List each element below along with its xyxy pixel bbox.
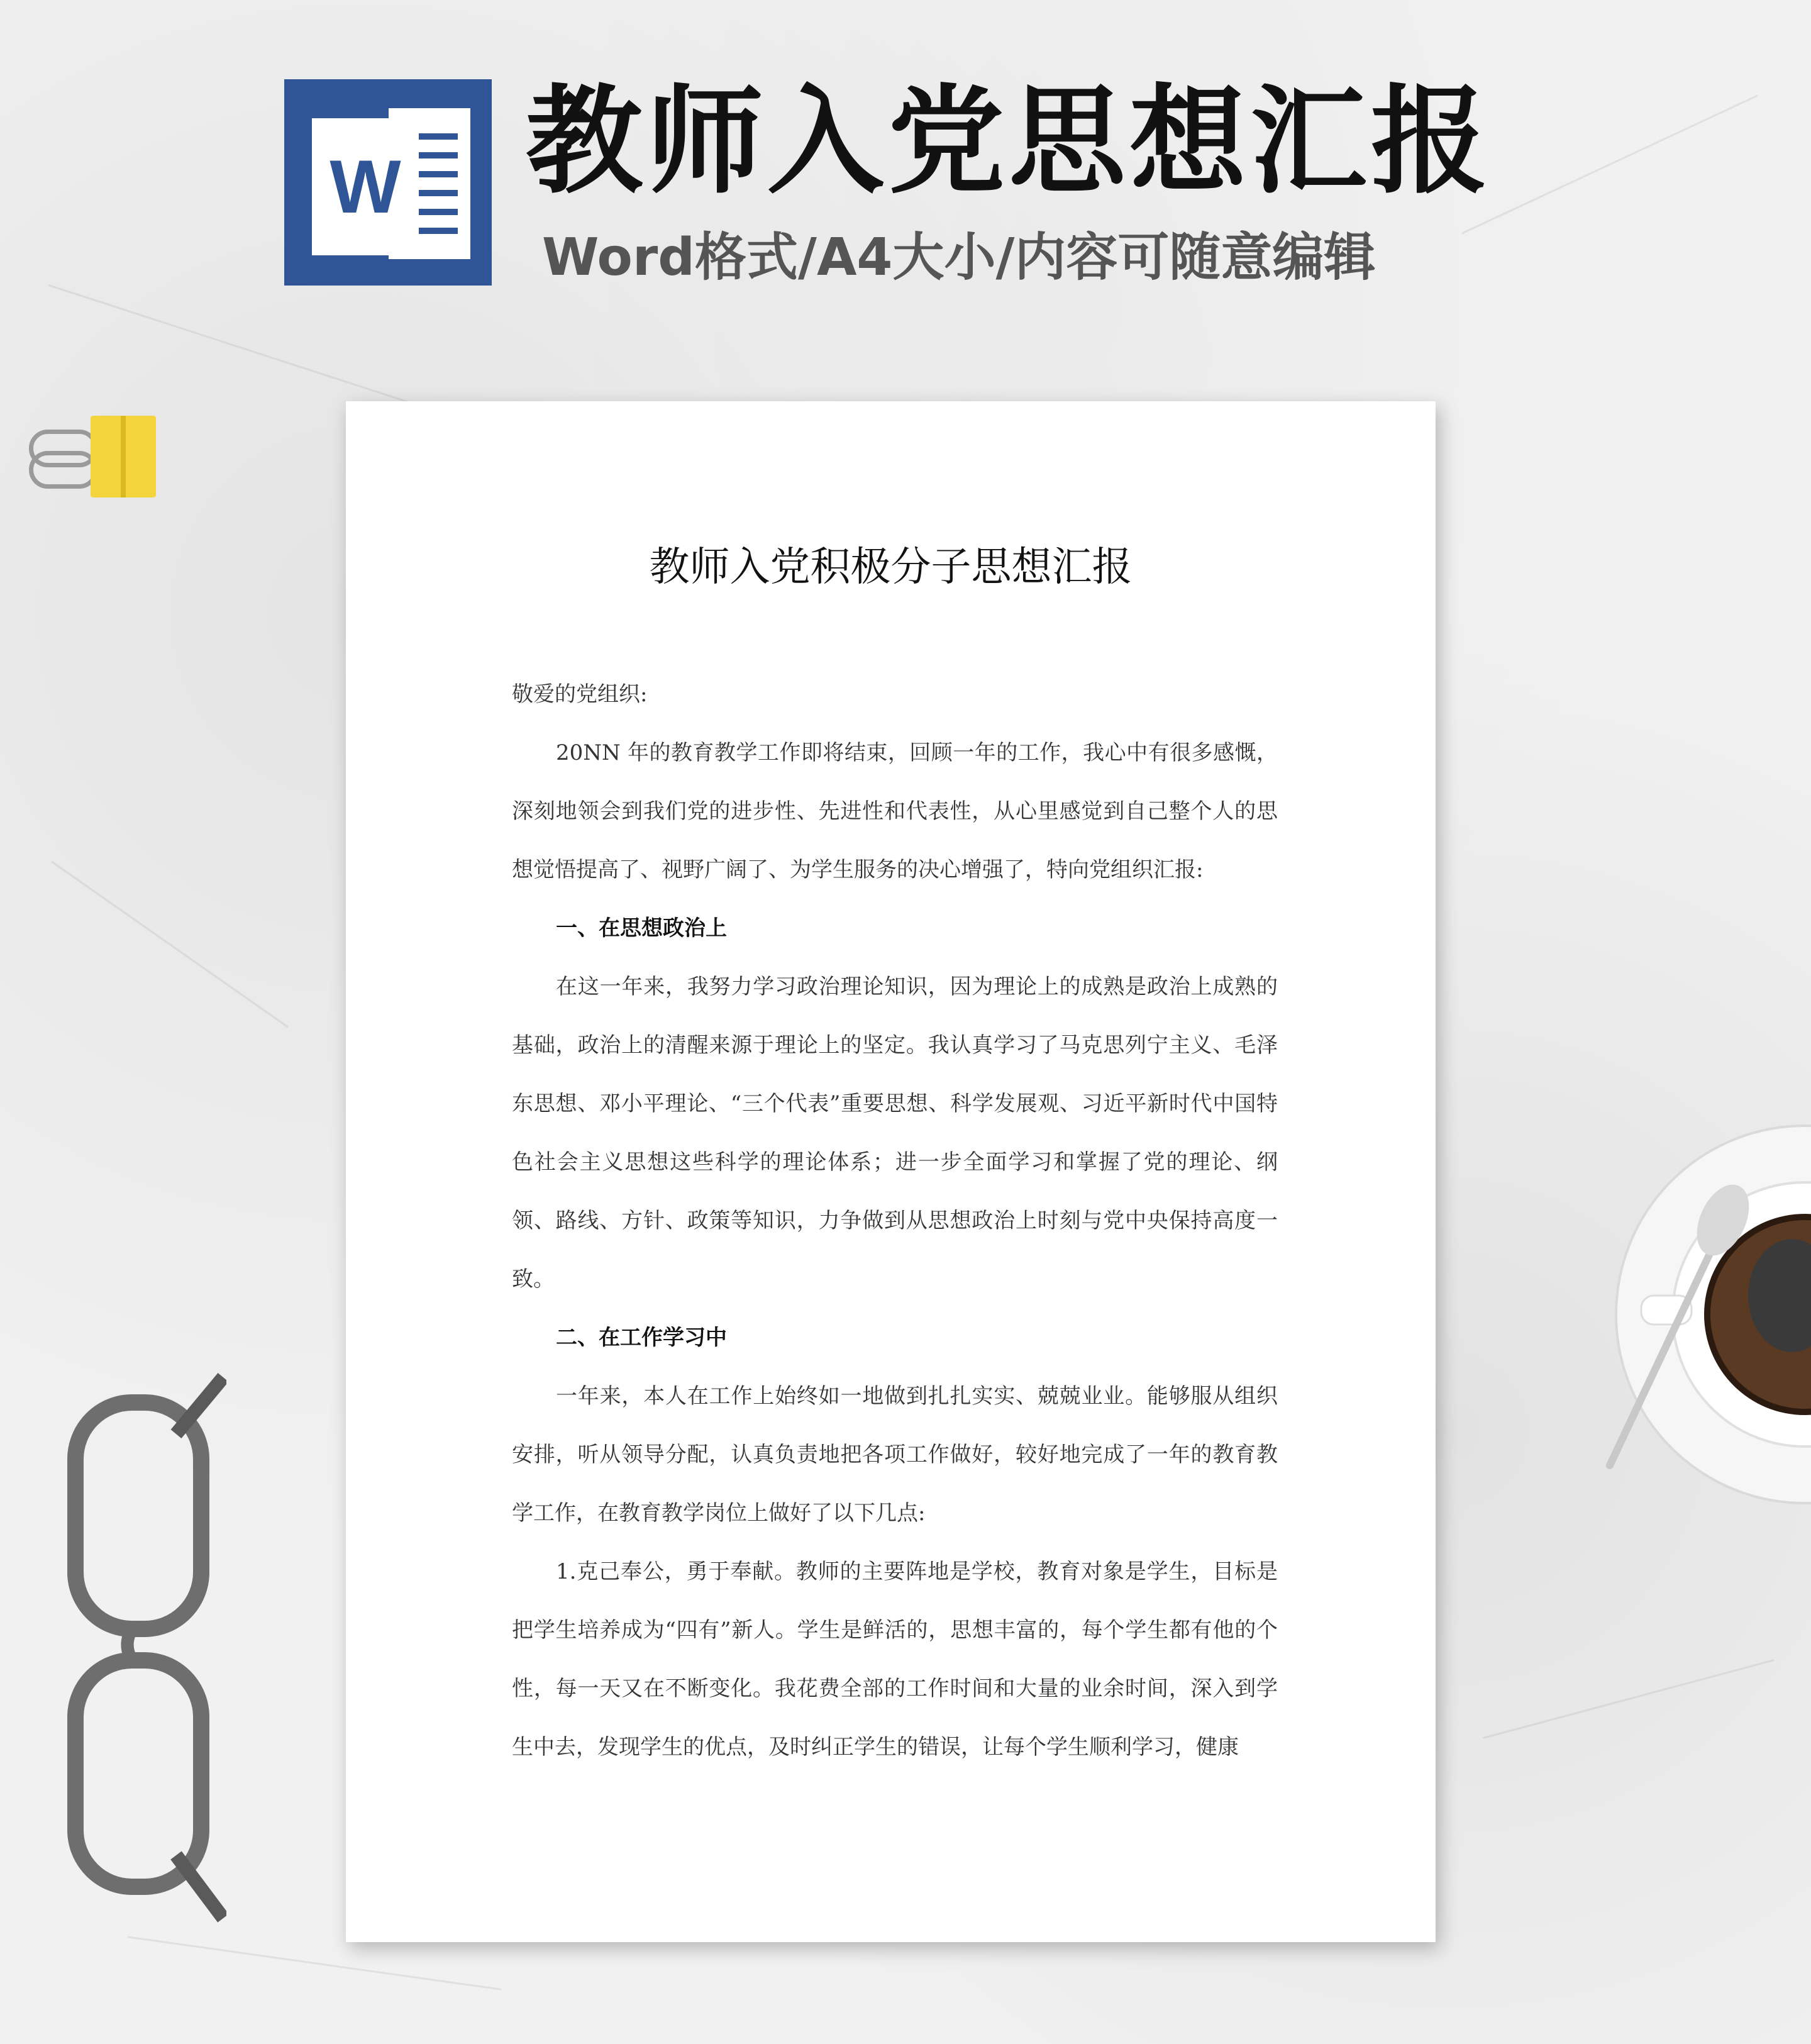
word-icon bbox=[284, 79, 492, 286]
coffee-cup-icon bbox=[1597, 1113, 1811, 1528]
section-heading: 二、在工作学习中 bbox=[556, 1325, 727, 1350]
page-subtitle: Word格式/A4大小/内容可随意编辑 bbox=[542, 228, 1376, 287]
section-heading: 一、在思想政治上 bbox=[556, 916, 727, 941]
paragraph: 一年来，本人在工作上始终如一地做到扎扎实实、兢兢业业。能够服从组织安排，听从领导分配，认真负责地把各项工作做好，较好地完成了一年的教育教学工作，在教育教学岗位上做好了以下几点: bbox=[512, 1384, 1278, 1526]
marble-vein bbox=[1483, 1659, 1775, 1739]
salutation: 敬爱的党组织: bbox=[512, 682, 648, 707]
marble-vein bbox=[1461, 94, 1759, 234]
page-title: 教师入党思想汇报 bbox=[526, 73, 1492, 209]
paragraph: 20NN 年的教育教学工作即将结束，回顾一年的工作，我心中有很多感慨，深刻地领会到我们党的进步性、先进性和代表性，从心里感觉到自己整个人的思想觉悟提高了、视野广阔了、为学生服务的决心增强了，特向党组织汇报: bbox=[512, 740, 1278, 882]
paragraph: 1.克己奉公，勇于奉献。教师的主要阵地是学校，教育对象是学生，目标是把学生培养成为“四有”新人。学生是鲜活的，思想丰富的，每个学生都有他的个性，每一天又在不断变化。我花费全部的工作时间和大量的业余时间，深入到学生中去，发现学生的优点，及时纠正学生的错误，让每个学生顺利学习，健康 bbox=[512, 1559, 1278, 1760]
paragraph: 在这一年来，我努力学习政治理论知识，因为理论上的成熟是政治上成熟的基础，政治上的清醒来源于理论上的坚定。我认真学习了马克思列宁主义、毛泽东思想、邓小平理论、“三个代表”重要思想、科学发展观、习近平新时代中国特色社会主义思想这些科学的理论体系；进一步全面学习和掌握了党的理论、纲领、路线、方针、政策等知识，力争做到从思想政治上时刻与党中央保持高度一致。 bbox=[512, 974, 1278, 1292]
document-body bbox=[512, 665, 1278, 1777]
document-page bbox=[346, 401, 1436, 1942]
word-icon-letter: W bbox=[312, 118, 419, 255]
glasses-icon bbox=[63, 1365, 226, 1931]
marble-vein bbox=[51, 860, 289, 1028]
marble-vein bbox=[128, 1936, 502, 1990]
document-title: 教师入党积极分子思想汇报 bbox=[649, 544, 1133, 591]
binder-clip-icon bbox=[25, 412, 138, 500]
